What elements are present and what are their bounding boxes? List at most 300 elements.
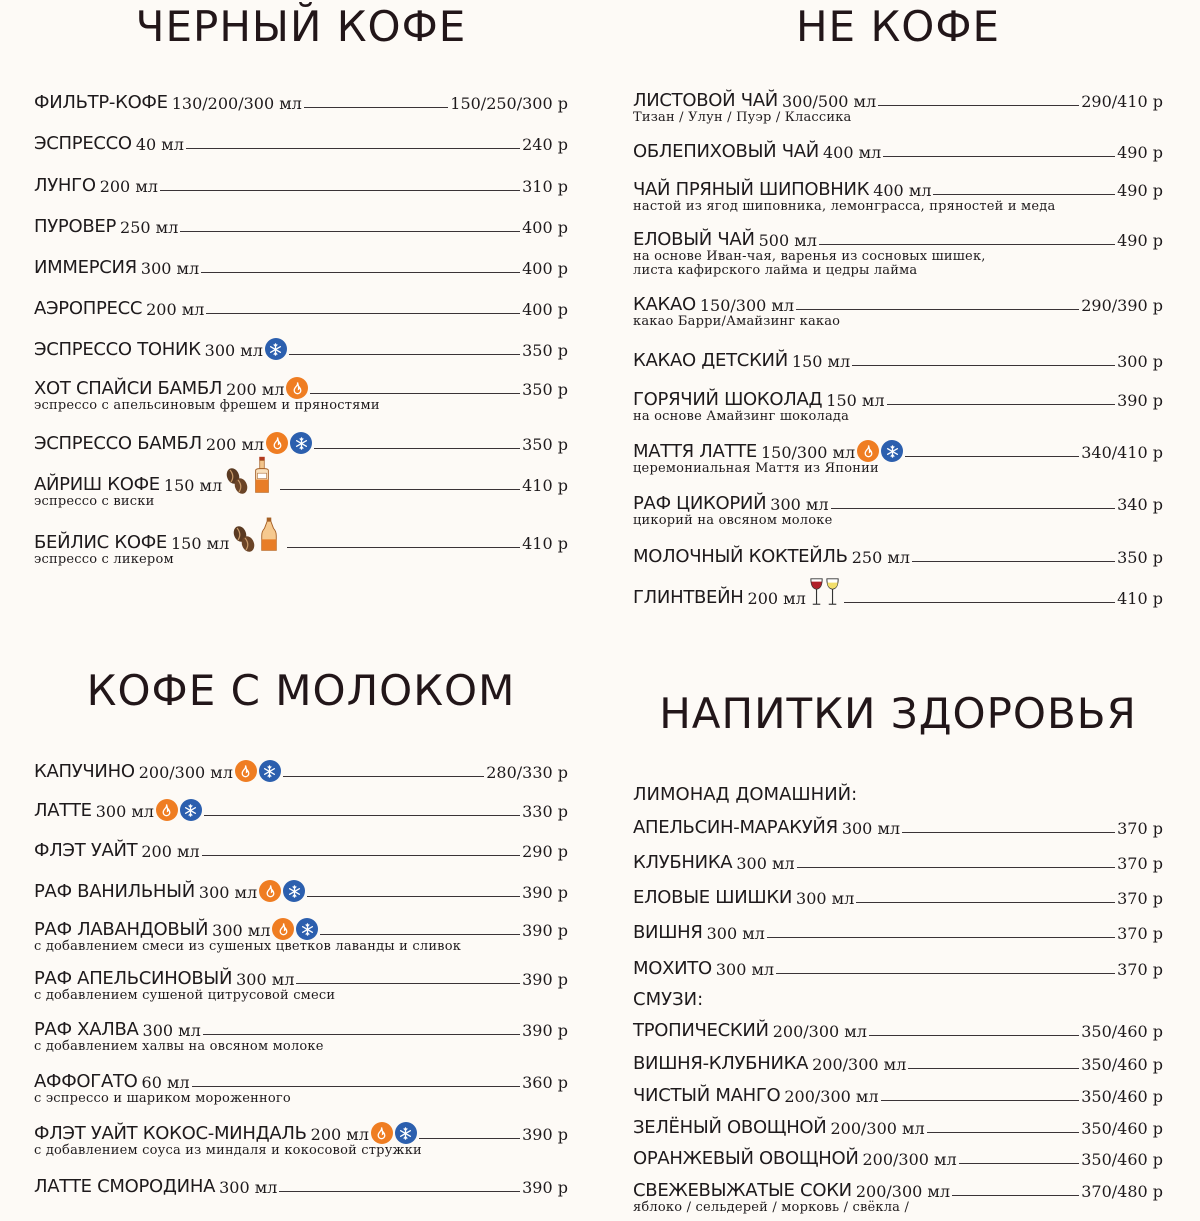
item-description: с добавлением сушеной цитрусовой смеси [34,988,336,1003]
item-volume: 300 мл [142,1021,201,1040]
snowflake-icon [265,338,287,360]
item-price: 350 р [522,435,568,454]
section-title: КОФЕ С МОЛОКОМ [86,666,516,715]
item-price: 410 р [522,534,568,553]
leader-line [905,456,1079,457]
menu-item-line [633,545,1163,567]
item-price: 290/390 р [1081,296,1163,315]
item-price: 350 р [522,341,568,360]
menu-item-line [34,967,568,989]
leader-line [797,867,1116,868]
item-volume: 150 мл [171,534,230,553]
leader-line [279,1191,520,1192]
menu-item-line [633,1147,1163,1169]
menu-item [633,89,1163,125]
item-name: ТРОПИЧЕСКИЙ [633,1020,769,1041]
item-volume: 150 мл [163,476,223,495]
item-price: 350/460 р [1081,1150,1163,1169]
flame-icon [259,880,281,902]
item-name: КАПУЧИНО [34,761,135,782]
item-name: АФФОГАТО [34,1071,138,1092]
item-volume: 200/300 мл [855,1182,951,1201]
item-name: ВИШНЯ [633,922,703,943]
menu-item [633,1084,1163,1106]
menu-item [633,816,1163,838]
menu-item [34,799,568,821]
item-price: 390 р [522,970,568,989]
menu-item-line [633,293,1163,315]
leader-line [856,902,1115,903]
item-name: КАКАО [633,294,696,315]
menu-item-line [633,349,1163,371]
item-name: ФЛЭТ УАЙТ [34,840,138,861]
menu-item-line [34,473,568,495]
menu-item-line [633,140,1163,162]
leader-line [186,148,520,149]
item-volume: 300 мл [212,921,271,940]
item-volume: 300/500 мл [781,92,877,111]
leader-line [767,937,1115,938]
item-name: ГЛИНТВЕЙН [633,587,744,608]
leader-line [307,896,520,897]
menu-item [633,1019,1163,1041]
menu-item-line [633,89,1163,111]
item-volume: 200/300 мл [862,1150,957,1169]
item-volume: 300 мл [706,924,765,943]
menu-item-line [633,957,1163,979]
item-icons [808,574,842,608]
item-description: листа кафирского лайма и цедры лайма [633,263,918,278]
coffee-beans-icon [224,461,250,495]
item-name: ЛИСТОВОЙ ЧАЙ [633,90,778,111]
menu-item-line [633,1179,1163,1201]
snowflake-icon [180,799,202,821]
item-volume: 40 мл [135,135,184,154]
leader-line [869,1035,1079,1036]
menu-item [34,132,568,154]
menu-item [633,545,1163,567]
item-price: 400 р [522,259,568,278]
item-name: ОРАНЖЕВЫЙ ОВОЩНОЙ [633,1148,859,1169]
menu-item-line [633,1019,1163,1041]
item-description: с добавлением смеси из сушеных цветков лаванды и сливок [34,939,462,954]
menu-item-line [34,839,568,861]
item-price: 340 р [1117,495,1163,514]
snowflake-icon [290,432,312,454]
leader-line [887,404,1116,405]
item-volume: 200/300 мл [812,1055,907,1074]
item-name: МАТТЯ ЛАТТЕ [633,441,757,462]
leader-line [160,190,520,191]
item-name: ЕЛОВЫЕ ШИШКИ [633,887,793,908]
menu-item-line [34,297,568,319]
menu-item [34,91,568,113]
item-volume: 300 мл [219,1178,278,1197]
leader-line [927,1132,1080,1133]
leader-line [796,309,1079,310]
item-name: СВЕЖЕВЫЖАТЫЕ СОКИ [633,1180,852,1201]
liqueur-bottle-icon [259,519,285,553]
item-name: КАКАО ДЕТСКИЙ [633,350,788,371]
menu-item [633,1147,1163,1169]
item-description: с эспрессо и шариком мороженного [34,1091,291,1106]
flame-icon [857,440,879,462]
menu-item [34,174,568,196]
leader-line [283,776,484,777]
item-description: цикорий на овсяном молоке [633,513,833,528]
item-name: ЧАЙ ПРЯНЫЙ ШИПОВНИК [633,179,870,200]
leader-line [819,244,1115,245]
item-price: 410 р [522,476,568,495]
item-name: ФЛЭТ УАЙТ КОКОС-МИНДАЛЬ [34,1123,307,1144]
leader-line [201,272,520,273]
item-name: ЧИСТЫЙ МАНГО [633,1085,781,1106]
item-name: ЭСПРЕССО ТОНИК [34,339,201,360]
item-price: 390 р [522,1178,568,1197]
menu-item-line [633,816,1163,838]
wine-glasses-icon [808,574,842,608]
lemonade-header: ЛИМОНАД ДОМАШНИЙ: [633,784,858,805]
item-volume: 300 мл [715,960,775,979]
menu-item-line [633,178,1163,200]
item-icons [231,519,285,553]
item-price: 350 р [522,380,568,399]
item-icons [286,377,308,399]
leader-line [878,105,1079,106]
item-price: 370 р [1117,889,1163,908]
menu-item [34,1122,568,1158]
item-volume: 200 мл [310,1125,369,1144]
menu-item [633,851,1163,873]
menu-item [34,377,568,413]
item-volume: 300 мл [204,341,263,360]
item-volume: 200 мл [141,842,200,861]
leader-line [952,1195,1079,1196]
item-icons [857,440,903,462]
item-name: АЙРИШ КОФЕ [34,474,160,495]
menu-item [34,967,568,1003]
menu-item [633,178,1163,214]
item-volume: 400 мл [822,143,882,162]
item-description: Тизан / Улун / Пуэр / Классика [633,110,852,125]
menu-item [34,432,568,454]
item-name: ВИШНЯ-КЛУБНИКА [633,1053,809,1074]
flame-icon [286,377,308,399]
item-volume: 200 мл [146,300,205,319]
item-price: 240 р [522,135,568,154]
item-description: какао Барри/Амайзинг какао [633,314,841,329]
leader-line [314,448,520,449]
menu-item [633,140,1163,162]
menu-item-line [633,921,1163,943]
item-price: 340/410 р [1081,443,1163,462]
leader-line [852,365,1115,366]
menu-item-line [34,1122,568,1144]
item-name: РАФ АПЕЛЬСИНОВЫЙ [34,968,233,989]
leader-line [180,231,520,232]
leader-line [881,1100,1080,1101]
item-volume: 150 мл [791,352,851,371]
section-title: НЕ КОФЕ [795,2,1001,51]
item-name: РАФ ЛАВАНДОВЫЙ [34,919,209,940]
item-price: 400 р [522,300,568,319]
leader-line [202,855,521,856]
menu-item [633,921,1163,943]
leader-line [310,393,520,394]
coffee-beans-icon [231,519,257,553]
item-volume: 150 мл [826,391,885,410]
item-icons [224,461,278,495]
item-description: на основе Иван-чая, варенья из сосновых шишек, [633,249,986,264]
item-price: 370 р [1117,924,1163,943]
item-volume: 500 мл [758,231,817,250]
menu-item-line [34,531,568,553]
leader-line [959,1163,1080,1164]
whisky-bottle-icon [252,461,278,495]
leader-line [203,1034,520,1035]
item-volume: 150/300 мл [760,443,856,462]
item-name: РАФ ХАЛВА [34,1019,139,1040]
item-volume: 300 мл [198,883,258,902]
item-name: КЛУБНИКА [633,852,733,873]
menu-item-line [34,174,568,196]
item-name: ЗЕЛЁНЫЙ ОВОЩНОЙ [633,1117,827,1138]
menu-item-line [34,91,568,113]
menu-item-line [34,918,568,940]
item-price: 290 р [522,842,568,861]
item-price: 390 р [522,1125,568,1144]
item-price: 400 р [522,218,568,237]
item-price: 370 р [1117,960,1163,979]
leader-line [304,107,448,108]
smoothie-header: СМУЗИ: [633,989,704,1010]
item-volume: 300 мл [736,854,795,873]
menu-item [633,1116,1163,1138]
item-name: ЭСПРЕССО БАМБЛ [34,433,202,454]
flame-icon [156,799,178,821]
item-price: 310 р [522,177,568,196]
snowflake-icon [259,760,281,782]
item-volume: 300 мл [140,259,200,278]
item-volume: 200 мл [99,177,158,196]
menu-item [633,349,1163,371]
item-price: 370/480 р [1081,1182,1163,1201]
item-icons [156,799,202,821]
item-price: 350/460 р [1081,1119,1163,1138]
item-name: ГОРЯЧИЙ ШОКОЛАД [633,389,823,410]
item-name: ЛАТТЕ СМОРОДИНА [34,1176,216,1197]
menu-item-line [34,377,568,399]
item-description: яблоко / сельдерей / морковь / свёкла / [633,1200,910,1215]
item-icons [266,432,312,454]
item-price: 150/250/300 р [450,94,568,113]
menu-item [34,215,568,237]
item-volume: 200/300 мл [784,1087,879,1106]
menu-item-line [633,1052,1163,1074]
item-volume: 200/300 мл [830,1119,925,1138]
leader-line [320,934,520,935]
leader-line [419,1138,520,1139]
menu-item-line [34,760,568,782]
menu-item [633,957,1163,979]
item-volume: 300 мл [236,970,295,989]
menu-item-line [34,1070,568,1092]
item-price: 390 р [522,883,568,902]
item-price: 490 р [1117,231,1163,250]
flame-icon [371,1122,393,1144]
item-description: на основе Амайзинг шоколада [633,409,850,424]
item-volume: 200/300 мл [138,763,233,782]
menu-item-line [633,1084,1163,1106]
flame-icon [272,918,294,940]
item-name: ОБЛЕПИХОВЫЙ ЧАЙ [633,141,819,162]
item-icons [272,918,318,940]
menu-item [633,492,1163,528]
menu-item-line [633,492,1163,514]
menu-item [34,338,568,360]
menu-item-line [34,1018,568,1040]
flame-icon [266,432,288,454]
menu-item-line [633,1116,1163,1138]
snowflake-icon [881,440,903,462]
item-name: АЭРОПРЕСС [34,298,143,319]
item-price: 390 р [522,1021,568,1040]
leader-line [902,832,1115,833]
item-price: 350/460 р [1081,1022,1163,1041]
menu-item-line [633,886,1163,908]
item-name: МОХИТО [633,958,712,979]
menu-item-line [34,338,568,360]
item-name: МОЛОЧНЫЙ КОКТЕЙЛЬ [633,546,848,567]
menu-item [34,839,568,861]
menu-item [34,1070,568,1106]
item-description: эспрессо с апельсиновым фрешем и пряностями [34,398,380,413]
item-price: 280/330 р [486,763,568,782]
leader-line [280,489,520,490]
item-price: 370 р [1117,854,1163,873]
flame-icon [235,760,257,782]
menu-item-line [633,586,1163,608]
item-price: 390 р [522,921,568,940]
item-price: 490 р [1117,181,1163,200]
menu-item-line [34,215,568,237]
item-price: 290/410 р [1081,92,1163,111]
item-volume: 250 мл [851,548,910,567]
menu-item-line [34,880,568,902]
menu-item [633,228,1163,278]
leader-line [933,194,1115,195]
item-name: ЕЛОВЫЙ ЧАЙ [633,229,755,250]
menu-item-line [633,440,1163,462]
menu-item-line [633,388,1163,410]
item-price: 350/460 р [1081,1055,1163,1074]
item-price: 300 р [1117,352,1163,371]
item-icons [235,760,281,782]
menu-item [633,440,1163,476]
item-description: с добавлением соуса из миндаля и кокосовой стружки [34,1143,422,1158]
menu-item [633,388,1163,424]
item-volume: 300 мл [95,802,154,821]
menu-item [34,256,568,278]
item-volume: 150/300 мл [699,296,795,315]
item-volume: 130/200/300 мл [171,94,302,113]
item-name: ИММЕРСИЯ [34,257,137,278]
menu-item-line [34,1175,568,1197]
item-volume: 200 мл [747,589,806,608]
item-volume: 60 мл [141,1073,190,1092]
menu-item [34,297,568,319]
item-description: с добавлением халвы на овсяном молоке [34,1039,324,1054]
menu-item [633,886,1163,908]
item-price: 390 р [1117,391,1163,410]
item-price: 350 р [1117,548,1163,567]
item-price: 410 р [1117,589,1163,608]
item-name: БЕЙЛИС КОФЕ [34,532,167,553]
leader-line [289,354,520,355]
item-volume: 250 мл [120,218,179,237]
leader-line [204,815,520,816]
section-title: НАПИТКИ ЗДОРОВЬЯ [659,689,1137,738]
menu-item [34,1018,568,1054]
item-price: 370 р [1117,819,1163,838]
item-price: 360 р [522,1073,568,1092]
item-volume: 300 мл [770,495,829,514]
item-volume: 300 мл [841,819,901,838]
item-name: ЛУНГО [34,175,96,196]
menu-item [633,586,1163,608]
item-volume: 400 мл [873,181,932,200]
item-name: РАФ ВАНИЛЬНЫЙ [34,881,195,902]
menu-item [34,918,568,954]
menu-item-line [633,228,1163,250]
menu-item [633,293,1163,329]
leader-line [206,313,520,314]
leader-line [192,1086,521,1087]
leader-line [776,973,1115,974]
menu-item-line [34,256,568,278]
item-icons [371,1122,417,1144]
menu-item [34,473,568,509]
item-description: эспрессо с ликером [34,552,174,567]
item-icons [259,880,305,902]
menu-item [34,531,568,567]
item-name: ХОТ СПАЙСИ БАМБЛ [34,378,223,399]
menu-item-line [34,799,568,821]
menu-item-line [633,851,1163,873]
item-price: 350/460 р [1081,1087,1163,1106]
menu-item-line [34,432,568,454]
leader-line [912,561,1115,562]
item-name: ПУРОВЕР [34,216,117,237]
leader-line [844,602,1115,603]
menu-item [633,1179,1163,1215]
item-volume: 300 мл [796,889,855,908]
item-name: ЭСПРЕССО [34,133,132,154]
menu-item [34,760,568,782]
item-description: церемониальная Маття из Японии [633,461,879,476]
item-price: 490 р [1117,143,1163,162]
leader-line [831,508,1116,509]
item-name: ЛАТТЕ [34,800,92,821]
item-icons [265,338,287,360]
item-volume: 200/300 мл [772,1022,867,1041]
menu-item-line [34,132,568,154]
menu-item [34,880,568,902]
item-name: РАФ ЦИКОРИЙ [633,493,767,514]
leader-line [296,983,520,984]
snowflake-icon [296,918,318,940]
snowflake-icon [283,880,305,902]
